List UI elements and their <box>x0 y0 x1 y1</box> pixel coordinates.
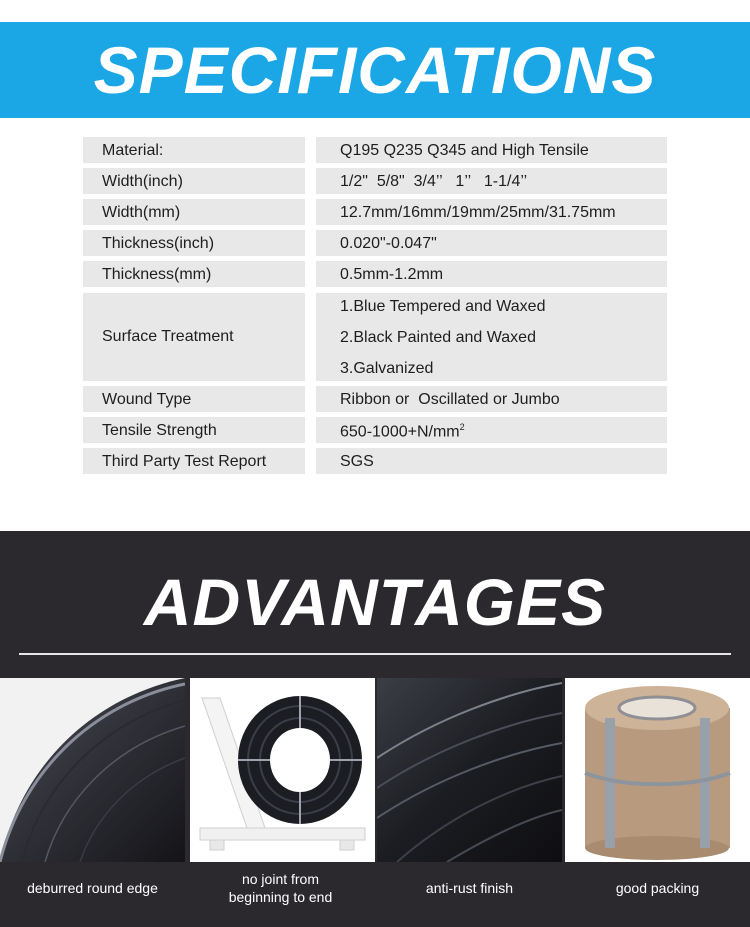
spec-label-material: Material: <box>102 142 164 159</box>
spec-value-surface-1: 1.Blue Tempered and Waxed <box>340 298 546 315</box>
spec-label-surface-treatment: Surface Treatment <box>102 328 234 345</box>
advantages-divider <box>19 653 731 655</box>
spec-value-width-mm: 12.7mm/16mm/19mm/25mm/31.75mm <box>340 204 616 221</box>
spec-label-thickness-mm: Thickness(mm) <box>102 266 212 283</box>
caption-text: anti-rust finish <box>425 880 514 896</box>
advantages-title: ADVANTAGES <box>143 565 607 639</box>
specifications-title: SPECIFICATIONS <box>93 33 657 107</box>
spec-value-cell <box>316 448 667 474</box>
caption-text: good packing <box>615 880 700 896</box>
caption-line-2: beginning to end <box>228 889 333 905</box>
specifications-banner <box>0 22 750 118</box>
spec-value-width-inch: 1/2" 5/8" 3/4’’ 1’’ 1-1/4’’ <box>340 173 528 190</box>
strap-coil-on-stand-photo <box>190 678 375 862</box>
spec-value-cell <box>316 293 667 381</box>
caption-deburred-round-edge <box>0 866 185 910</box>
caption-anti-rust-finish <box>377 866 562 910</box>
spec-label-cell <box>83 137 305 163</box>
spec-label-wound-type: Wound Type <box>102 391 192 408</box>
advantages-section <box>0 531 750 927</box>
caption-line-1: no joint from <box>241 871 320 887</box>
steel-strap-edge-photo <box>0 678 185 862</box>
spec-value-material: Q195 Q235 Q345 and High Tensile <box>340 142 589 159</box>
spec-value-cell <box>316 417 667 443</box>
wrapped-coil-package-photo <box>565 678 750 862</box>
spec-label-thickness-inch: Thickness(inch) <box>102 235 215 252</box>
spec-label-cell <box>83 230 305 256</box>
caption-good-packing <box>565 866 750 910</box>
spec-value-wound-type: Ribbon or Oscillated or Jumbo <box>340 391 560 408</box>
spec-value-cell <box>316 261 667 287</box>
spec-label-test-report: Third Party Test Report <box>102 453 267 470</box>
spec-value-cell <box>316 386 667 412</box>
spec-value-cell <box>316 168 667 194</box>
caption-no-joint <box>188 866 373 910</box>
spec-value-thickness-mm: 0.5mm-1.2mm <box>340 266 444 283</box>
spec-value-test-report: SGS <box>340 453 374 470</box>
spec-label-cell <box>83 386 305 412</box>
spec-label-cell <box>83 448 305 474</box>
tensile-value-text: 650-1000+N/mm <box>340 423 460 441</box>
caption-text: deburred round edge <box>27 880 158 896</box>
spec-value-cell <box>316 199 667 225</box>
caption-text <box>229 870 333 906</box>
spec-label-width-inch: Width(inch) <box>102 173 183 190</box>
spec-value-cell <box>316 230 667 256</box>
spec-value-surface-2: 2.Black Painted and Waxed <box>340 329 536 346</box>
spec-label-cell <box>83 417 305 443</box>
spec-label-cell <box>83 168 305 194</box>
spec-label-cell <box>83 199 305 225</box>
spec-label-width-mm: Width(mm) <box>102 204 181 221</box>
spec-label-cell <box>83 293 305 381</box>
spec-value-thickness-inch: 0.020"-0.047" <box>340 235 437 252</box>
black-strap-surface-photo <box>377 678 562 862</box>
tensile-superscript: 2 <box>459 422 465 432</box>
spec-label-cell <box>83 261 305 287</box>
spec-value-surface-3: 3.Galvanized <box>340 360 434 377</box>
spec-value-cell <box>316 137 667 163</box>
spec-label-tensile-strength: Tensile Strength <box>102 422 217 439</box>
spec-value-tensile-strength <box>340 422 465 441</box>
